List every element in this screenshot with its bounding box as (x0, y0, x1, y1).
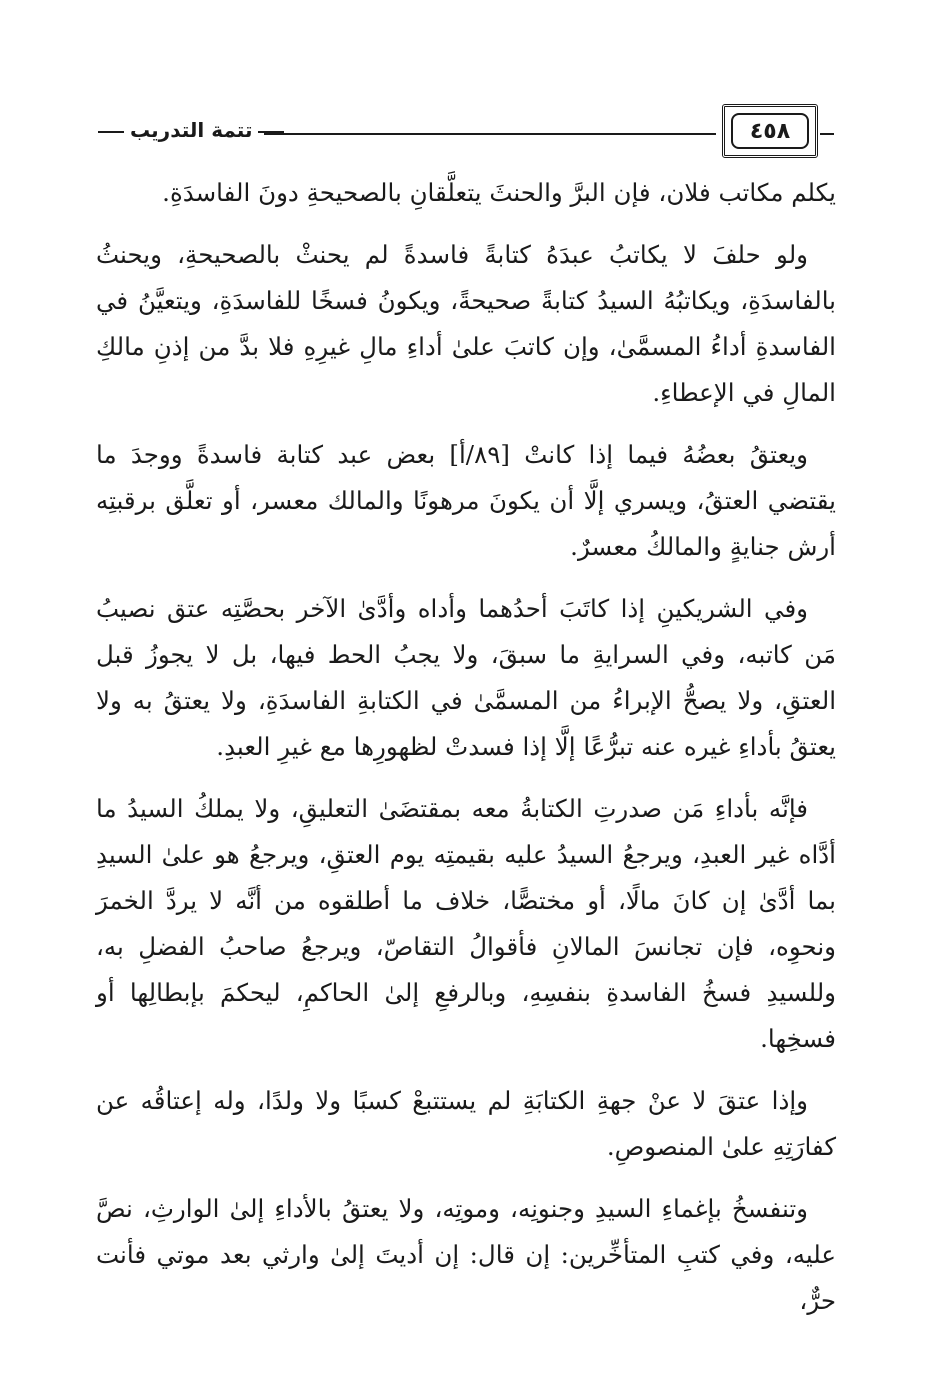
header-rule (264, 133, 716, 135)
paragraph: وفي الشريكينِ إذا كاتَبَ أحدُهما وأداه وأدَّىٰ الآخر بحصَّتِه عتق نصيبُ مَن كاتبه، وفي السرايةِ ما سبقَ، ولا يجبُ الحط فيها، بل لا يجوزُ قبل العتقِ، ولا يصحُّ الإبراءُ من المسمَّىٰ في الكتابةِ الفاسدَةِ، ولا يعتقُ به ولا يعتقُ بأداءِ غيره عنه تبرُّعًا إلَّا إذا فسدتْ لظهورِها مع غيرِ العبدِ. (96, 594, 836, 761)
paragraph: وإذا عتقَ لا عنْ جهةِ الكتابَةِ لم يستتبعْ كسبًا ولا ولدًا، وله إعتاقُه عن كفارَتِهِ علىٰ المنصوصِ. (96, 1086, 836, 1161)
title-dash-left (98, 131, 124, 133)
paragraph: ويعتقُ بعضُهُ فيما إذا كانتْ [٨٩/أ] بعض عبد كتابة فاسدةً ووجدَ ما يقتضي العتقُ، ويسري إلَّا أن يكونَ مرهونًا والمالك معسر، أو تعلَّق برقبتِه أرش جنايةٍ والمالكُ معسرٌ. (96, 440, 836, 561)
page-number: ٤٥٨ (731, 113, 809, 149)
paragraph: يكلم مكاتب فلان، فإن البرَّ والحنثَ يتعلَّقانِ بالصحيحةِ دونَ الفاسدَةِ. (162, 178, 836, 207)
page-body (96, 170, 836, 1340)
running-title (92, 118, 290, 142)
header-rule-right (820, 133, 834, 135)
running-title-text: تتمة التدريب (130, 118, 253, 142)
paragraph: وتنفسخُ بإغماءِ السيدِ وجنونِه، وموتِه، ولا يعتقُ بالأداءِ إلىٰ الوارثِ، نصَّ عليه، وفي كتبِ المتأخِّرين: إن قال: إن أديتَ إلىٰ وارثي بعد موتي فأنت حرٌّ، (96, 1194, 836, 1315)
paragraph: فإنَّه بأداءِ مَن صدرتِ الكتابةُ معه بمقتضَىٰ التعليقِ، ولا يملكُ السيدُ ما أدَّاه غير العبدِ، ويرجعُ السيدُ عليه بقيمتِه يوم العتقِ، ويرجعُ هو علىٰ السيدِ بما أدَّىٰ إن كانَ مالًا، أو مختصًّا، خلاف ما أطلقوه من أنَّه لا يردَّ الخمرَ ونحوِه، فإن تجانسَ المالانِ فأقوالُ التقاصّ، ويرجعُ صاحبُ الفضلِ به، وللسيدِ فسخُ الفاسدةِ بنفسِهِ، وبالرفعِ إلىٰ الحاكمِ، ليحكمَ بإبطالِها أو فسخِها. (96, 794, 836, 1053)
paragraph: ولو حلفَ لا يكاتبُ عبدَهُ كتابةً فاسدةً لم يحنثْ بالصحيحةِ، ويحنثُ بالفاسدَةِ، ويكاتبُهُ السيدُ كتابةً صحيحةً، ويكونُ فسخًا للفاسدَةِ، ويتعيَّنُ في الفاسدةِ أداءُ المسمَّىٰ، وإن كاتبَ علىٰ أداءِ مالِ غيرِهِ فلا بدَّ من إذنِ مالكِ المالِ في الإعطاءِ. (96, 240, 836, 407)
page-header (92, 104, 834, 162)
page-number-frame (722, 104, 818, 158)
